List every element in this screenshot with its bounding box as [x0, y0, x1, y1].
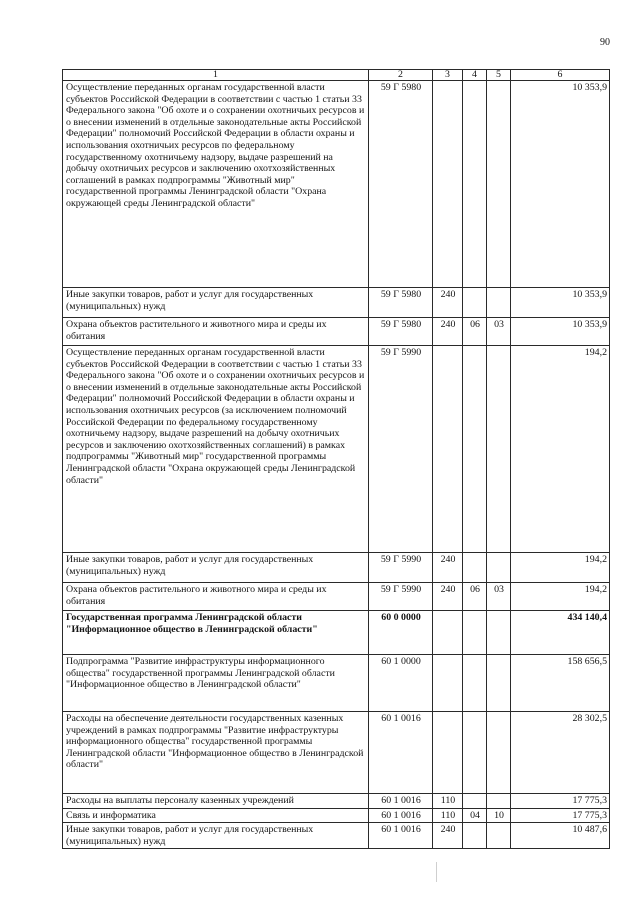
row-pr — [487, 611, 511, 655]
row-kvr — [433, 712, 463, 794]
table-row — [63, 655, 610, 712]
row-code: 59 Г 5980 — [369, 288, 433, 318]
row-rz — [463, 655, 487, 712]
column-number-row — [63, 70, 610, 81]
row-name: Осуществление переданных органам государственной власти субъектов Российской Федерации в соответствии с частью 1 статьи 33 Федерального закона "Об охоте и о сохранении охотничьих ресурсов и о внесении изменений в отдельные законодательные акты Российской Федерации" полномочий Российской Федерации в области охраны и использования охотничьих ресурсов по федеральному государственному охотничьему надзору, выдаче разрешений на добычу охотничьих ресурсов и заключению охотхозяйственных соглашений в рамках подпрограммы "Животный мир" государственной программы Ленинградской области "Охрана окружающей среды Ленинградской области" — [63, 81, 369, 288]
row-sum: 10 353,9 — [511, 288, 610, 318]
row-sum: 194,2 — [511, 583, 610, 611]
row-rz — [463, 712, 487, 794]
table-row — [63, 583, 610, 611]
row-pr — [487, 823, 511, 849]
row-sum: 158 656,5 — [511, 655, 610, 712]
column-header-2: 2 — [369, 70, 433, 81]
row-sum: 194,2 — [511, 553, 610, 583]
row-code: 59 Г 5990 — [369, 583, 433, 611]
row-pr: 03 — [487, 318, 511, 346]
row-kvr — [433, 346, 463, 553]
row-rz — [463, 288, 487, 318]
row-rz: 06 — [463, 318, 487, 346]
row-pr — [487, 81, 511, 288]
row-kvr: 240 — [433, 288, 463, 318]
table-row — [63, 823, 610, 849]
row-name: Подпрограмма "Развитие инфраструктуры информационного общества" государственной программы Ленинградской области "Информационное общество в Ленинградской области" — [63, 655, 369, 712]
row-rz — [463, 794, 487, 809]
table-row — [63, 553, 610, 583]
row-code: 60 1 0016 — [369, 823, 433, 849]
row-name: Осуществление переданных органам государственной власти субъектов Российской Федерации в соответствии с частью 1 статьи 33 Федерального закона "Об охоте и о сохранении охотничьих ресурсов и о внесении изменений в отдельные законодательные акты Российской Федерации" полномочий Российской Федерации в области охраны и использования охотничьих ресурсов (за исключением полномочий Российской Федерации по федеральному государственному охотничьему надзору, выдаче разрешений на добычу охотничьих ресурсов и заключению охотхозяйственных соглашений) в рамках подпрограммы "Животный мир" государственной программы Ленинградской области "Охрана окружающей среды Ленинградской области" — [63, 346, 369, 553]
budget-table — [62, 69, 610, 849]
row-kvr — [433, 655, 463, 712]
row-name: Иные закупки товаров, работ и услуг для государственных (муниципальных) нужд — [63, 553, 369, 583]
row-sum: 194,2 — [511, 346, 610, 553]
row-name: Связь и информатика — [63, 808, 369, 823]
row-sum: 28 302,5 — [511, 712, 610, 794]
row-code: 60 1 0000 — [369, 655, 433, 712]
row-kvr: 110 — [433, 808, 463, 823]
row-code: 59 Г 5980 — [369, 81, 433, 288]
table-row — [63, 346, 610, 553]
row-code: 60 0 0000 — [369, 611, 433, 655]
row-rz — [463, 346, 487, 553]
row-pr — [487, 712, 511, 794]
row-code: 59 Г 5990 — [369, 553, 433, 583]
table-row — [63, 318, 610, 346]
row-rz — [463, 553, 487, 583]
column-header-4: 4 — [463, 70, 487, 81]
row-pr — [487, 655, 511, 712]
row-name: Расходы на выплаты персоналу казенных учреждений — [63, 794, 369, 809]
column-header-1: 1 — [63, 70, 369, 81]
row-rz — [463, 611, 487, 655]
column-header-3: 3 — [433, 70, 463, 81]
row-name: Государственная программа Ленинградской области "Информационное общество в Ленинградской области" — [63, 611, 369, 655]
row-code: 59 Г 5990 — [369, 346, 433, 553]
table-row — [63, 808, 610, 823]
row-rz — [463, 823, 487, 849]
scan-artifact-line — [436, 862, 437, 882]
table-row — [63, 288, 610, 318]
row-rz — [463, 81, 487, 288]
column-header-5: 5 — [487, 70, 511, 81]
row-code: 60 1 0016 — [369, 808, 433, 823]
row-pr — [487, 346, 511, 553]
page-number: 90 — [600, 37, 610, 48]
row-rz: 04 — [463, 808, 487, 823]
row-code: 60 1 0016 — [369, 794, 433, 809]
row-sum: 10 353,9 — [511, 318, 610, 346]
table-row — [63, 794, 610, 809]
row-code: 59 Г 5980 — [369, 318, 433, 346]
column-header-6: 6 — [511, 70, 610, 81]
row-kvr: 240 — [433, 583, 463, 611]
row-pr — [487, 553, 511, 583]
row-name: Иные закупки товаров, работ и услуг для государственных (муниципальных) нужд — [63, 288, 369, 318]
row-rz: 06 — [463, 583, 487, 611]
row-code: 60 1 0016 — [369, 712, 433, 794]
table-row-program — [63, 611, 610, 655]
row-kvr — [433, 611, 463, 655]
row-sum: 17 775,3 — [511, 794, 610, 809]
row-pr — [487, 288, 511, 318]
row-kvr: 240 — [433, 318, 463, 346]
row-sum: 10 487,6 — [511, 823, 610, 849]
row-name: Иные закупки товаров, работ и услуг для государственных (муниципальных) нужд — [63, 823, 369, 849]
row-kvr: 240 — [433, 823, 463, 849]
row-sum: 434 140,4 — [511, 611, 610, 655]
table-row — [63, 712, 610, 794]
row-kvr — [433, 81, 463, 288]
row-name: Охрана объектов растительного и животного мира и среды их обитания — [63, 583, 369, 611]
row-kvr: 110 — [433, 794, 463, 809]
row-name: Охрана объектов растительного и животного мира и среды их обитания — [63, 318, 369, 346]
row-pr: 03 — [487, 583, 511, 611]
row-pr: 10 — [487, 808, 511, 823]
row-sum: 17 775,3 — [511, 808, 610, 823]
row-kvr: 240 — [433, 553, 463, 583]
row-name: Расходы на обеспечение деятельности государственных казенных учреждений в рамках подпрограммы "Развитие инфраструктуры информационного общества" государственной программы Ленинградской области "Информационное общество в Ленинградской области" — [63, 712, 369, 794]
row-pr — [487, 794, 511, 809]
row-sum: 10 353,9 — [511, 81, 610, 288]
table-row — [63, 81, 610, 288]
